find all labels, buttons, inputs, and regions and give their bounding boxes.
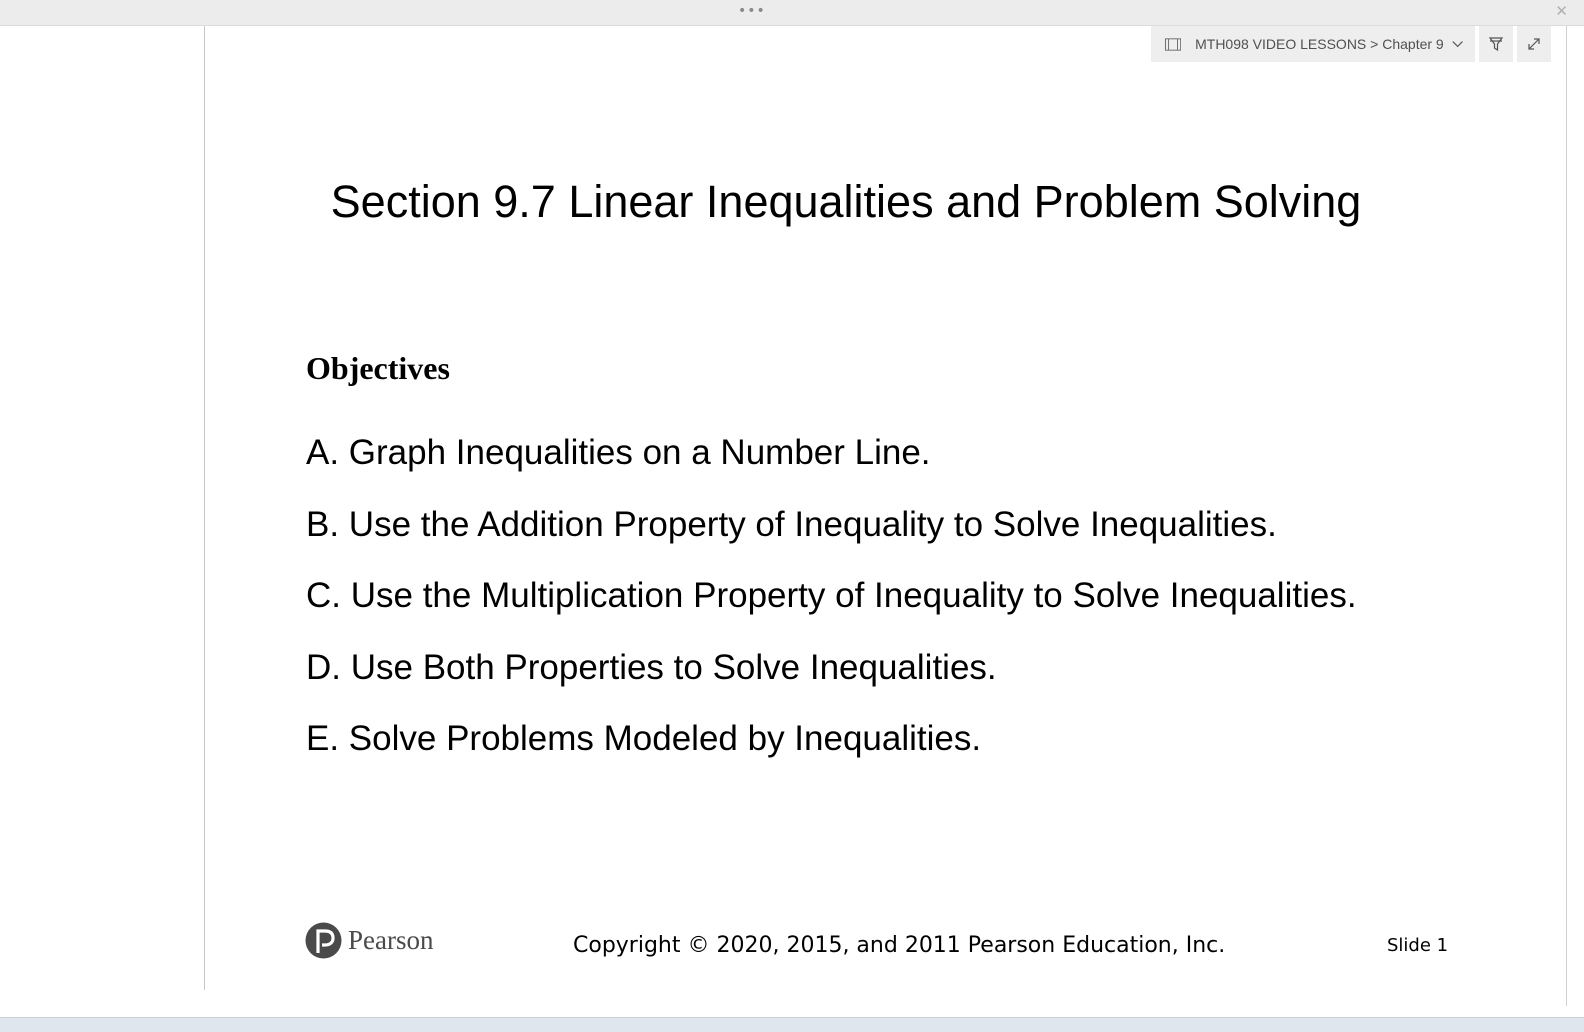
breadcrumb-label: MTH098 VIDEO LESSONS > Chapter 9	[1195, 36, 1444, 52]
pearson-logo-icon	[305, 922, 342, 959]
funnel-icon	[1488, 36, 1504, 52]
window-titlebar[interactable]	[0, 0, 1584, 26]
chevron-down-icon	[1452, 39, 1463, 49]
objective-item: C. Use the Multiplication Property of Inequality to Solve Inequalities.	[306, 576, 1357, 615]
drag-grip-icon[interactable]: •••	[738, 3, 766, 19]
objective-item: A. Graph Inequalities on a Number Line.	[306, 433, 931, 472]
close-icon[interactable]: ✕	[1555, 2, 1568, 20]
page-right-edge	[1566, 26, 1567, 1006]
copyright-text: Copyright © 2020, 2015, and 2011 Pearson Education, Inc.	[573, 933, 1226, 958]
left-margin-pane	[0, 26, 205, 990]
slide-title: Section 9.7 Linear Inequalities and Problem Solving	[330, 176, 1362, 227]
objective-item: D. Use Both Properties to Solve Inequalities.	[306, 647, 997, 687]
filter-button[interactable]	[1479, 26, 1513, 62]
notebook-breadcrumb-button[interactable]	[1151, 26, 1475, 62]
slide-number: Slide 1	[1387, 935, 1449, 956]
os-taskbar[interactable]	[0, 1017, 1584, 1032]
objectives-heading: Objectives	[306, 350, 450, 386]
expand-button[interactable]	[1517, 26, 1551, 62]
expand-icon	[1526, 36, 1542, 52]
pearson-logo	[305, 922, 433, 959]
notebook-icon	[1165, 37, 1181, 52]
objectives-list	[306, 417, 1357, 775]
objective-item: B. Use the Addition Property of Inequality to Solve Inequalities.	[306, 504, 1277, 544]
pearson-brand-text: Pearson	[348, 925, 434, 955]
page-toolbar	[1151, 26, 1551, 62]
objective-item: E. Solve Problems Modeled by Inequalities.	[306, 719, 982, 758]
